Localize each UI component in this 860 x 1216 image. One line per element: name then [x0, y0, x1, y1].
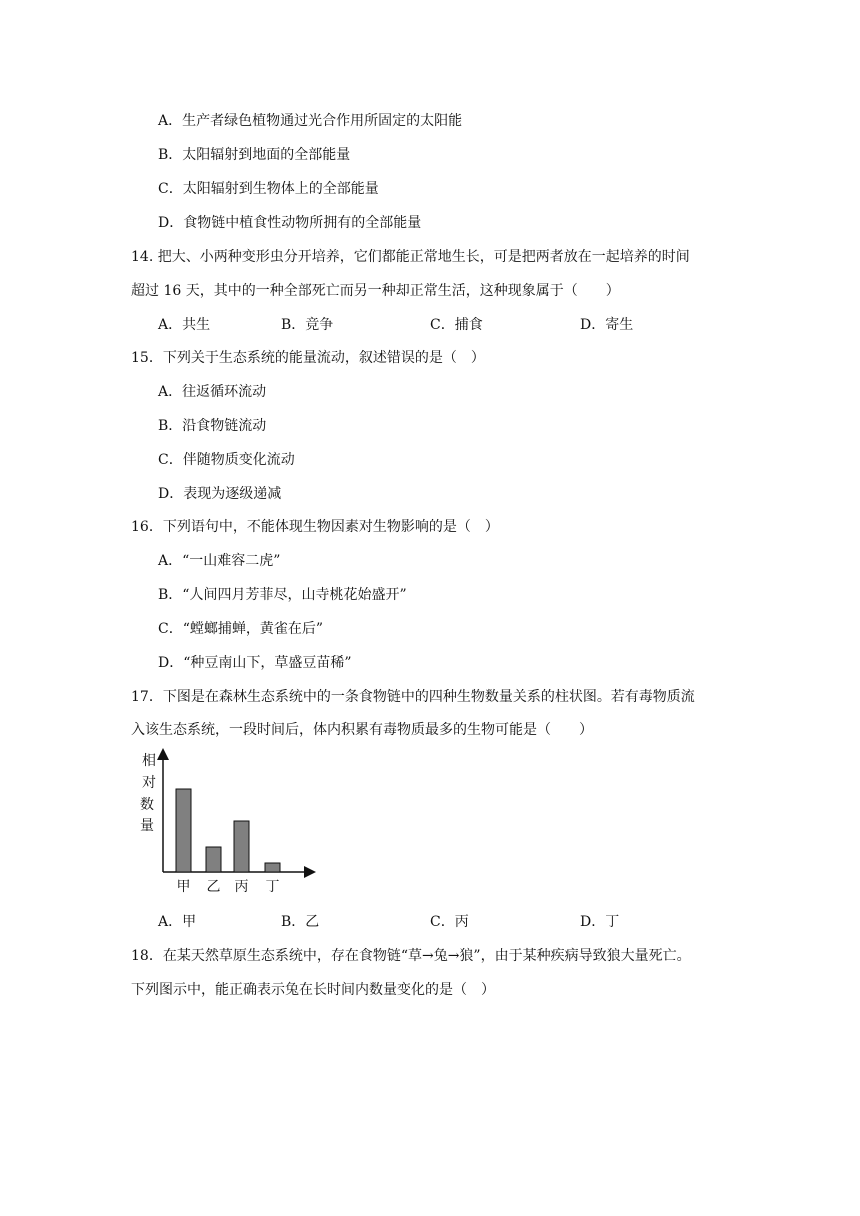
q15-option-b: B．沿食物链流动	[158, 418, 267, 434]
chart-ylabel-1: 相	[142, 753, 156, 769]
q14-stem-line2: 超过 16 天，其中的一种全部死亡而另一种却正常生活，这种现象属于（ ）	[131, 283, 620, 299]
chart-bar-丙	[234, 821, 249, 872]
q17-stem-line1: 17．下图是在森林生态系统中的一条食物链中的四种生物数量关系的柱状图。若有毒物质流	[131, 689, 695, 705]
q14-stem-line1: 14. 把大、小两种变形虫分开培养，它们都能正常地生长，可是把两者放在一起培养的时间	[131, 249, 690, 265]
q15-stem: 15．下列关于生态系统的能量流动，叙述错误的是（ ）	[131, 350, 485, 366]
q16-option-b: B．“人间四月芳菲尽，山寺桃花始盛开”	[158, 587, 407, 603]
chart-x-tick-label: 丁	[265, 879, 280, 895]
chart-x-tick-label: 乙	[206, 879, 221, 895]
q17-option-d: D．丁	[580, 914, 620, 930]
q15-option-d: D．表现为逐级递减	[158, 486, 282, 502]
q13-option-d: D．食物链中植食性动物所拥有的全部能量	[158, 215, 422, 231]
bar-chart	[136, 748, 326, 898]
q16-stem: 16．下列语句中，不能体现生物因素对生物影响的是（ ）	[131, 519, 499, 535]
q17-option-a: A．甲	[158, 914, 197, 930]
chart-x-tick-label: 甲	[176, 879, 191, 895]
q17-option-c: C．丙	[430, 914, 469, 930]
q16-option-a: A．“一山难容二虎”	[158, 553, 281, 569]
chart-bar-甲	[176, 789, 191, 872]
q13-option-c: C．太阳辐射到生物体上的全部能量	[158, 181, 379, 197]
chart-ylabel-3: 数	[140, 797, 154, 813]
q14-options	[0, 315, 860, 335]
q15-option-a: A．往返循环流动	[158, 384, 267, 400]
q14-option-b: B．竞争	[281, 317, 334, 333]
chart-bar-丁	[265, 863, 280, 872]
q14-option-d: D．寄生	[580, 317, 634, 333]
q16-option-c: C．“螳螂捕蝉，黄雀在后”	[158, 621, 324, 637]
q13-option-a: A．生产者绿色植物通过光合作用所固定的太阳能	[158, 113, 463, 129]
q17-option-b: B．乙	[281, 914, 320, 930]
chart-ylabel-4: 量	[140, 818, 154, 834]
q17-options	[0, 912, 860, 932]
chart-ylabel-2: 对	[142, 775, 156, 791]
q18-stem-line2: 下列图示中，能正确表示兔在长时间内数量变化的是（ ）	[131, 982, 495, 998]
q13-option-b: B．太阳辐射到地面的全部能量	[158, 147, 351, 163]
q18-stem-line1: 18．在某天然草原生态系统中，存在食物链“草→兔→狼”，由于某种疾病导致狼大量死亡。	[131, 948, 691, 964]
chart-x-tick-label: 丙	[234, 879, 249, 895]
q16-option-d: D．“种豆南山下，草盛豆苗稀”	[158, 655, 352, 671]
q17-stem-line2: 入该生态系统，一段时间后，体内积累有毒物质最多的生物可能是（ ）	[131, 722, 593, 738]
q14-option-a: A．共生	[158, 317, 211, 333]
q15-option-c: C．伴随物质变化流动	[158, 452, 295, 468]
chart-bar-乙	[206, 847, 221, 872]
q14-option-c: C．捕食	[430, 317, 483, 333]
